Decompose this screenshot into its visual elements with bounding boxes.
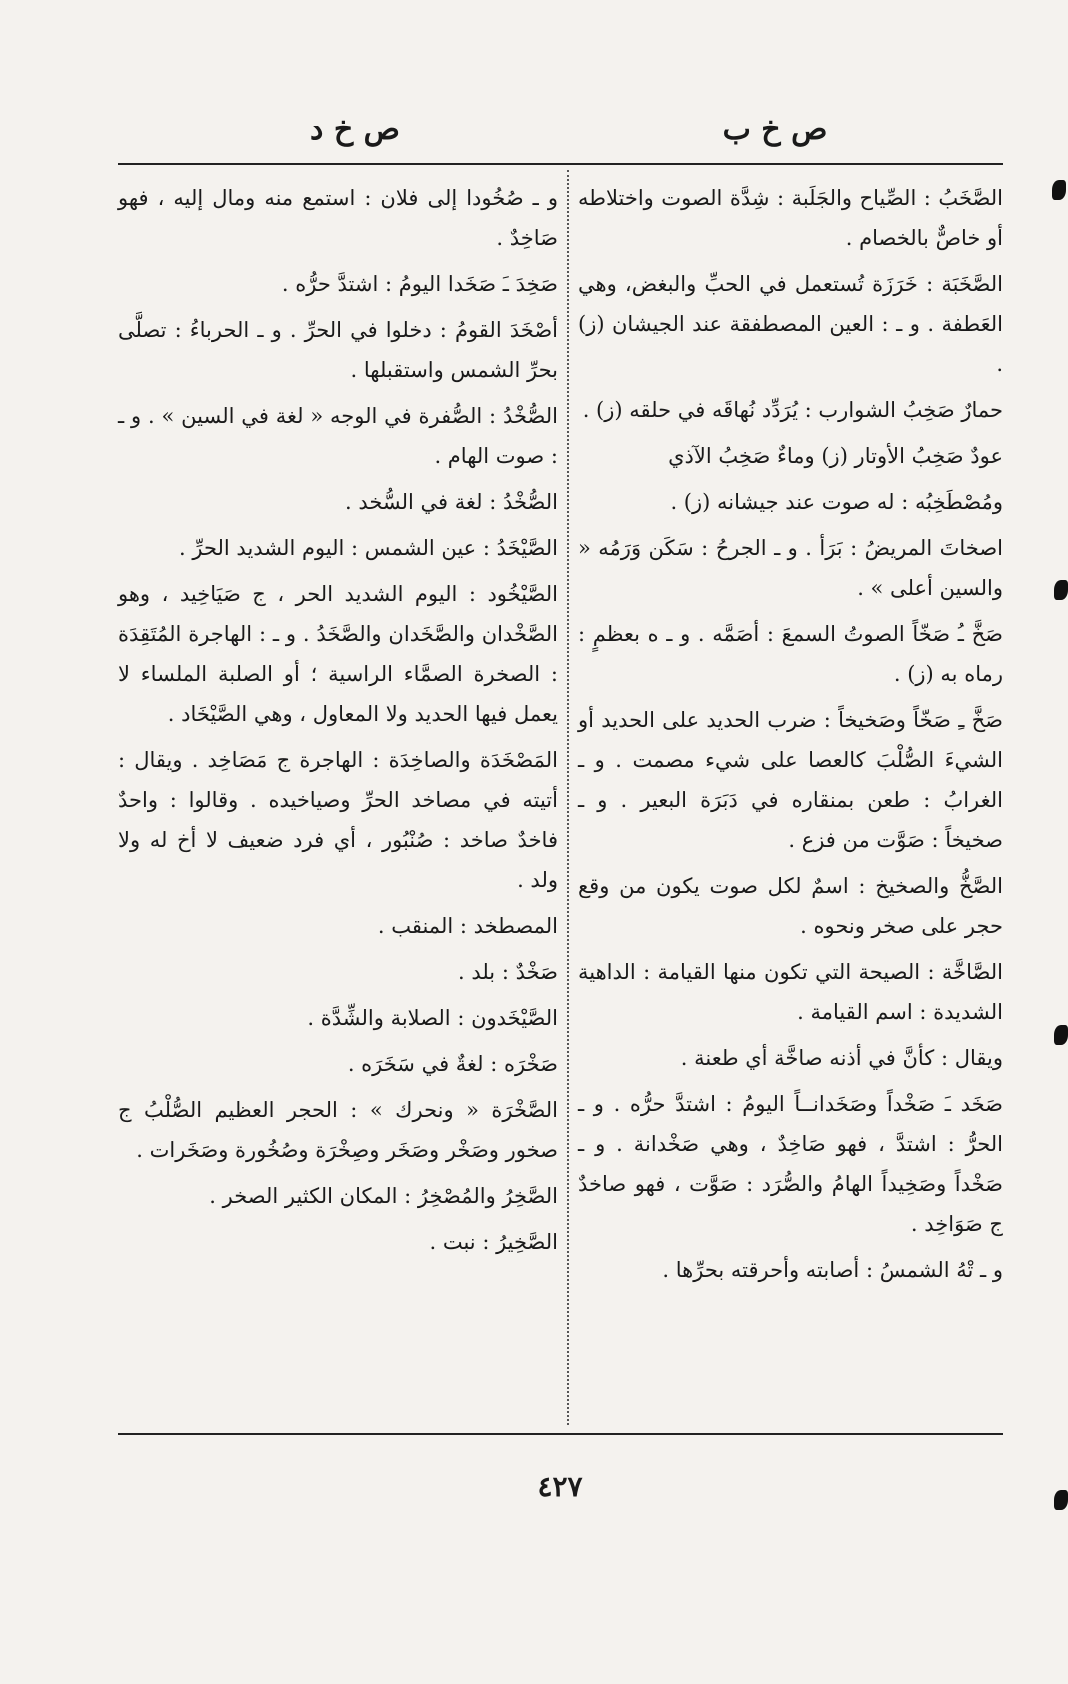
entry: الصَّخِيرُ : نبت . (429, 1230, 558, 1254)
entry: الصَّخُّ والصخيخ : اسمٌ لكل صوت يكون من وقع حجر على صخر ونحوه . (578, 874, 1003, 938)
edge-mark (1054, 1490, 1068, 1510)
entry: صَخْدٌ : بلد . (457, 960, 558, 984)
entry: صَخَد ـَ صَخْداً وصَخَدانــاً اليومُ : اشتدَّ حرُّه . و ـ الحرُّ : اشتدَّ ، فهو صَاخِدٌ ، وهي صَخْدانة . و ـ صَخْداً وصَخِيداً الهامُ والصُّرَد : صَوَّت ، فهو صاخدٌ ج صَوَاخِد . (578, 1092, 1003, 1236)
entry: و ـ صُخُودا إلى فلان : استمع منه ومال إليه ، فهو صَاخِدٌ . (118, 186, 558, 250)
edge-mark (1052, 180, 1066, 200)
entry: الصَّخَبُ : الصِّياح والجَلَبة : شِدَّة الصوت واختلاطه أو خاصٌّ بالخصام . (578, 186, 1003, 250)
header-right-root: ص خ ب (722, 112, 828, 147)
entry: حمارٌ صَخِبُ الشوارب : يُرَدِّد نُهاقَه في حلقه (ز) . (582, 398, 1003, 422)
entry: ومُصْطَخِبُه : له صوت عند جيشانه (ز) . (670, 490, 1003, 514)
edge-mark (1054, 580, 1068, 600)
entry: و ـ تْهُ الشمسُ : أصابته وأحرقته بحرِّها . (662, 1258, 1003, 1282)
entry: المصطخد : المنقب . (377, 914, 558, 938)
header-left-root: ص خ د (310, 112, 400, 147)
entry: صَخْرَه : لغةٌ في سَخَرَه . (347, 1052, 558, 1076)
entry: اصخاتَ المريضُ : بَرَأ . و ـ الجرحُ : سَكَن وَرَمُه « والسين أعلى » . (578, 536, 1003, 600)
entry: عودٌ صَخِبُ الأوتار (ز) وماءٌ صَخِبُ الآذي (668, 444, 1003, 468)
entry: الصُّخْدُ : لغة في السُّخد . (344, 490, 558, 514)
entry: الصَّيْخَدون : الصلابة والشِّدَّة . (307, 1006, 558, 1030)
entry: ويقال : كأنَّ في أذنه صاخَّة أي طعنة . (680, 1046, 1003, 1070)
right-column (578, 178, 1003, 1296)
top-rule (118, 163, 1003, 165)
entry: المَصْخَدَة والصاخِدَة : الهاجرة ج مَصَاخِد . ويقال : أتيته في مصاخد الحرِّ وصياخيده . وقالوا : واحدٌ فاخدٌ صاخد : صُنْبُور ، أي فرد ضعيف لا أخ له ولا ولد . (118, 748, 558, 892)
entry: أصْخَدَ القومُ : دخلوا في الحرِّ . و ـ الحرباءُ : تصلَّى بحرِّ الشمس واستقبلها . (118, 318, 558, 382)
page-number: ٤٢٧ (537, 1470, 583, 1503)
entry: صَخَّ ـِ صَخّاً وصَخيخاً : ضرب الحديد على الحديد أو الشيءَ الصُّلْبَ كالعصا على شيء مصمت . و ـ الغرابُ : طعن بمنقاره في دَبَرَة البعير . و ـ صخيخاً : صَوَّت من فزع . (578, 708, 1003, 852)
left-column (118, 178, 558, 1268)
entry: الصَّيْخَدُ : عين الشمس : اليوم الشديد الحرِّ . (179, 536, 558, 560)
entry: الصَّخْرَة « ونحرك » : الحجر العظيم الصُّلْبُ ج صخور وصَخْر وصَخَر وصِخْرَة وصُخُورة وصَخَرات . (118, 1098, 558, 1162)
entry: الصُّخْدُ : الصُّفرة في الوجه « لغة في السين » . و ـ : صوت الهام . (118, 404, 558, 468)
bottom-rule (118, 1433, 1003, 1435)
entry: الصَّخَبَة : خَرَزَة تُستعمل في الحبِّ والبغض، وهي العَطفة . و ـ : العين المصطفقة عند الجيشان (ز) . (578, 272, 1003, 376)
entry: الصَّيْخُود : اليوم الشديد الحر ، ج صَيَاخِيد ، وهو الصَّخْدان والصَّخَدان والصَّخَدُ . و ـ : الهاجرة المُتَقِدَة : الصخرة الصمَّاء الراسية ؛ أو الصلبة الملساء لا يعمل فيها الحديد ولا المعاول ، وهي الصَّيْخَاد . (118, 582, 558, 726)
entry: صَخِدَ ـَ صَخَدا اليومُ : اشتدَّ حرُّه . (281, 272, 558, 296)
column-separator (567, 170, 569, 1425)
entry: صَخَّ ـُ صَخّاً الصوتُ السمعَ : أصَمَّه . و ـ ه بعظمٍ : رماه به (ز) . (578, 622, 1003, 686)
entry: الصَّاخَّة : الصيحة التي تكون منها القيامة : الداهية الشديدة : اسم القيامة . (578, 960, 1003, 1024)
entry: الصَّخِرُ والمُصْخِرُ : المكان الكثير الصخر . (209, 1184, 558, 1208)
edge-mark (1054, 1025, 1068, 1045)
